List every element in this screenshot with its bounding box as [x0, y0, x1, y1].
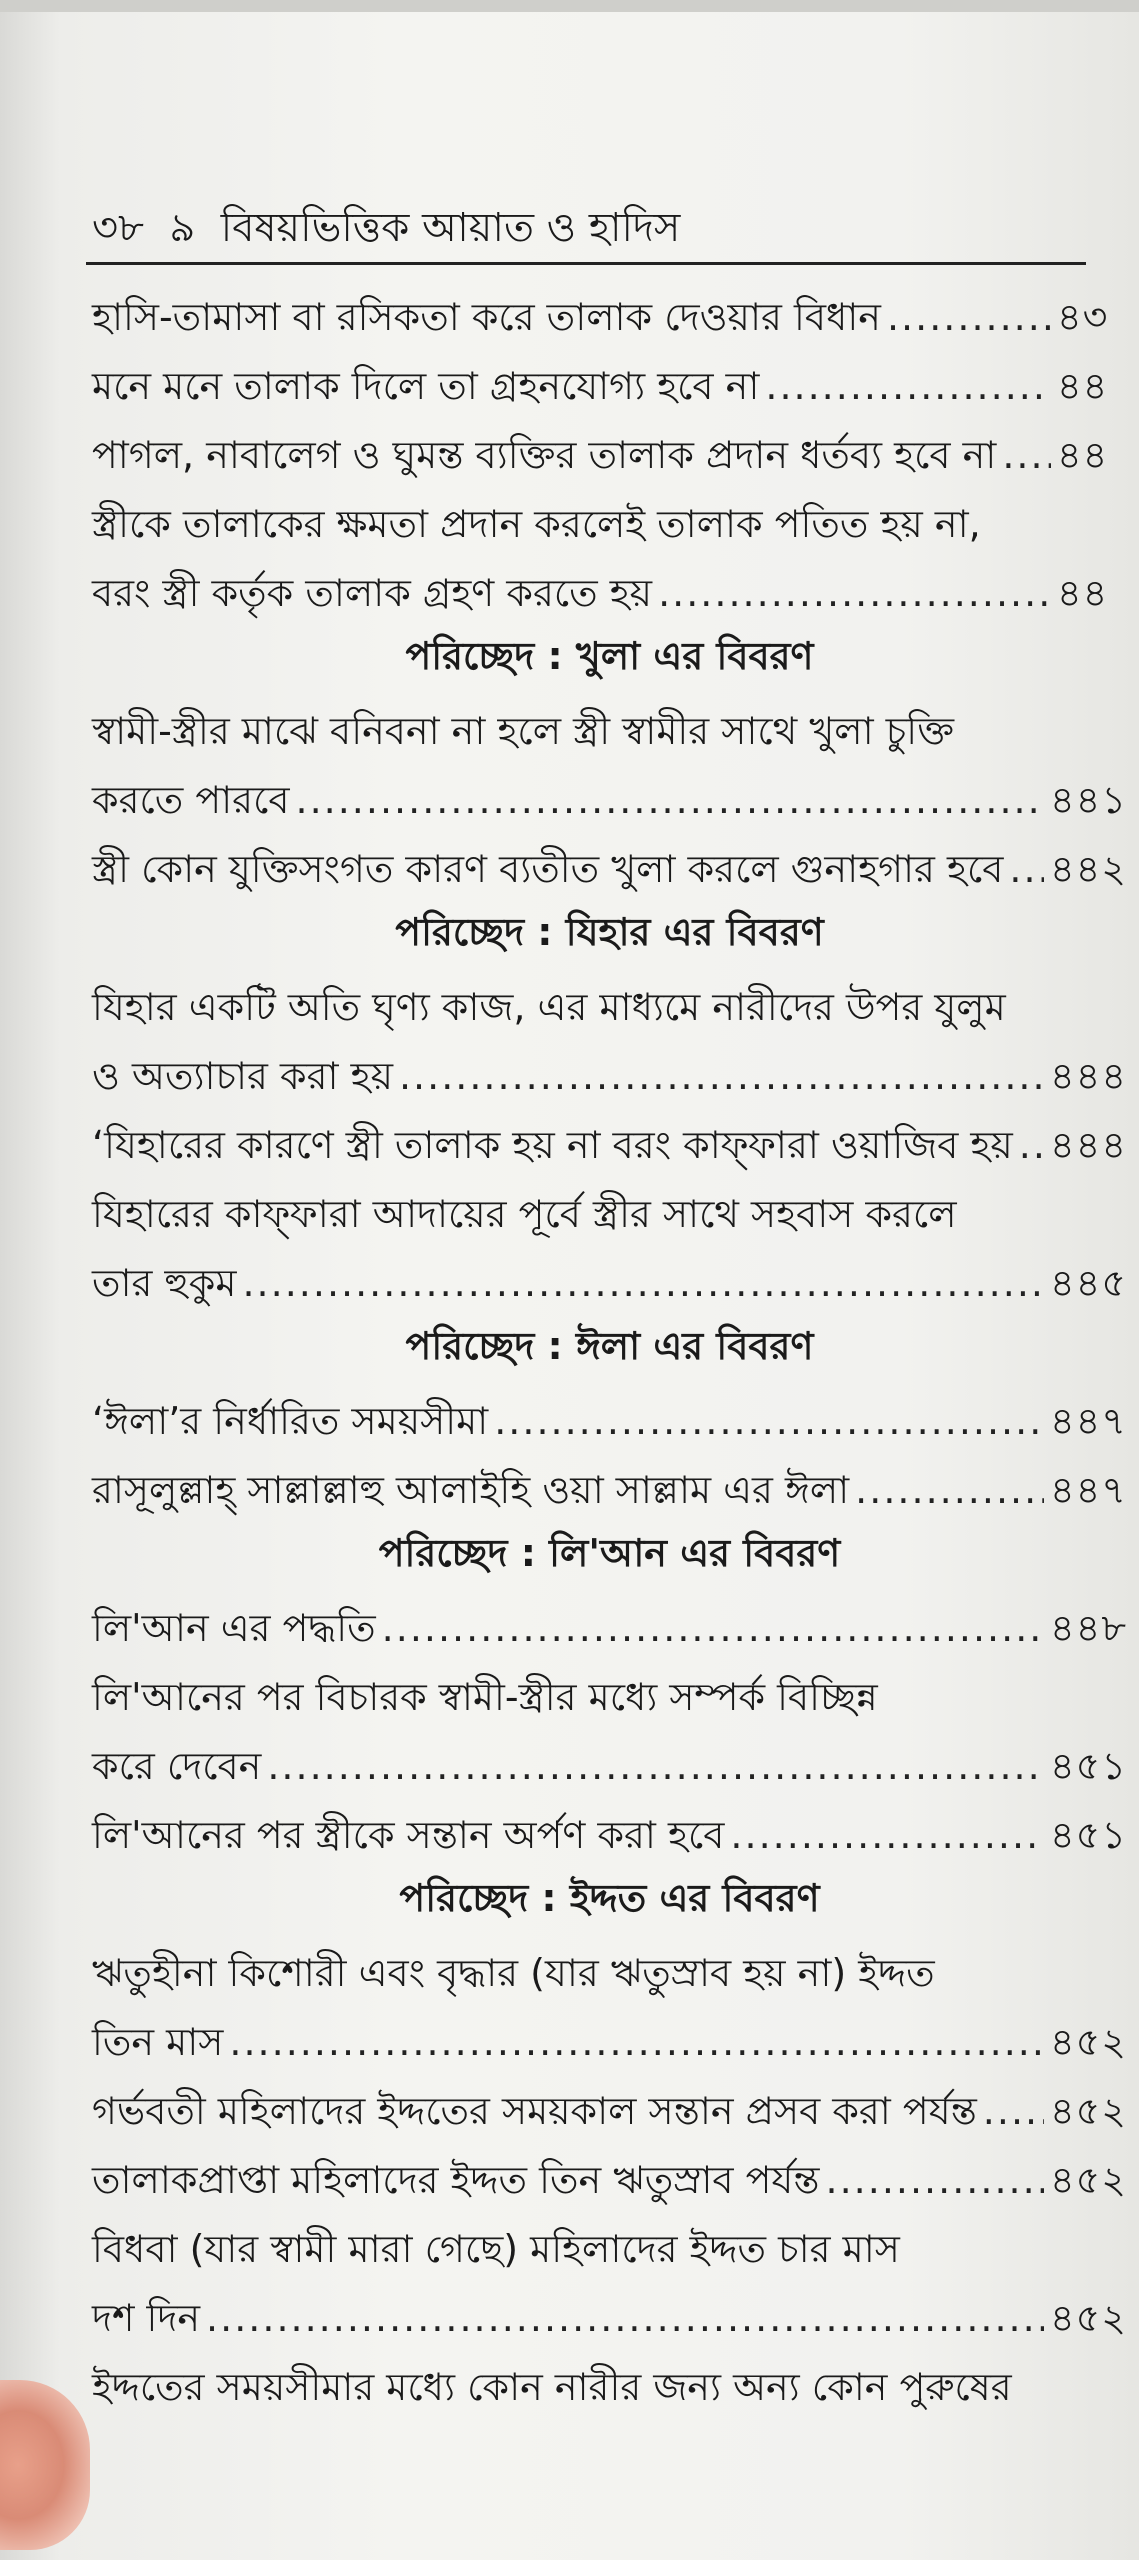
dot-leader	[855, 1460, 1044, 1520]
dot-leader	[765, 356, 1051, 416]
toc-entry	[92, 2210, 1127, 2279]
toc-entry-title: লি'আনের পর স্ত্রীকে সন্তান অর্পণ করা হবে	[92, 1813, 725, 1857]
dot-leader	[295, 770, 1044, 830]
toc-entry	[92, 761, 1127, 830]
toc-entry-page: ৪৪৭	[1049, 1468, 1127, 1512]
toc-entry-page: ৪৫১	[1050, 1813, 1127, 1857]
section-heading-lian: পরিচ্ছেদ : লি'আন এর বিবরণ	[378, 1531, 841, 1575]
toc-entry	[92, 2003, 1127, 2072]
toc-entry	[92, 1037, 1127, 1106]
toc-entry-title: করতে পারবে	[92, 778, 290, 822]
toc-entry-page: ৪৪১	[1050, 778, 1127, 822]
toc-entry-title: দশ দিন	[92, 2296, 201, 2340]
section-heading-zihar: পরিচ্ছেদ : যিহার এর বিবরণ	[395, 910, 824, 954]
toc-entry-page: ৪৫২	[1049, 2089, 1127, 2133]
toc-entry-title: যিহারের কাফ্‌ফারা আদায়ের পূর্বে স্ত্রীর সাথে সহবাস করলে	[92, 1192, 957, 1236]
header-rule	[86, 262, 1086, 265]
toc-entry	[92, 2072, 1127, 2141]
toc-entry	[92, 485, 1127, 554]
toc-entry	[92, 2348, 1127, 2417]
toc-entry	[92, 968, 1127, 1037]
dot-leader	[1009, 839, 1044, 899]
toc-entry-title: তালাকপ্রাপ্তা মহিলাদের ইদ্দত তিন ঋতুস্রাব পর্যন্ত	[92, 2158, 820, 2202]
toc-entry-page: ৪৪৮	[1050, 1606, 1127, 1650]
dot-leader	[399, 1046, 1044, 1106]
toc-entry	[92, 1451, 1127, 1520]
toc-entry	[92, 1727, 1127, 1796]
toc-entry-title: মনে মনে তালাক দিলে তা গ্রহনযোগ্য হবে না	[92, 364, 760, 408]
toc-entry-title: ‘ঈলা’র নির্ধারিত সময়সীমা	[92, 1399, 489, 1443]
toc-entry	[92, 1244, 1127, 1313]
toc-entry	[92, 1382, 1127, 1451]
toc-entry-title: ও অত্যাচার করা হয়	[92, 1054, 393, 1098]
toc-entry-page: ৪৩	[1057, 295, 1109, 339]
section-heading-iddat: পরিচ্ছেদ : ইদ্দত এর বিবরণ	[399, 1876, 820, 1920]
toc-entry	[92, 1106, 1127, 1175]
toc-entry-page: ৪৫২	[1049, 2296, 1127, 2340]
toc-entry	[92, 2141, 1127, 2210]
toc-entry-page: ৪৪	[1057, 364, 1109, 408]
toc-entry-page: ৪৫১	[1050, 1744, 1127, 1788]
dot-leader	[494, 1391, 1044, 1451]
toc-entry-title: স্ত্রীকে তালাকের ক্ষমতা প্রদান করলেই তালাক পতিত হয় না,	[92, 502, 981, 546]
toc-entry-title: লি'আন এর পদ্ধতি	[92, 1606, 376, 1650]
dot-leader	[826, 2150, 1044, 2210]
dot-leader	[206, 2288, 1044, 2348]
header-page-number: ৩৮	[92, 205, 144, 251]
section-heading-khula: পরিচ্ছেদ : খুলা এর বিবরণ	[405, 634, 814, 678]
toc-entry-title: হাসি-তামাসা বা রসিকতা করে তালাক দেওয়ার বিধান	[92, 295, 881, 339]
toc-entry	[92, 278, 1127, 347]
toc-entry-page: ৪৪	[1057, 433, 1109, 477]
dot-leader	[229, 2012, 1044, 2072]
toc-entry-title: পাগল, নাবালেগ ও ঘুমন্ত ব্যক্তির তালাক প্রদান ধর্তব্য হবে না	[92, 433, 997, 477]
dot-leader	[1002, 425, 1051, 485]
toc-entry-page: ৪৪৫	[1050, 1261, 1127, 1305]
section-heading-ila: পরিচ্ছেদ : ঈলা এর বিবরণ	[405, 1324, 814, 1368]
dot-leader	[730, 1805, 1044, 1865]
dot-leader	[658, 563, 1051, 623]
toc-entry-page: ৪৫২	[1049, 2020, 1127, 2064]
running-header	[92, 200, 681, 256]
toc-entry	[92, 1796, 1127, 1865]
toc-entry	[92, 2279, 1127, 2348]
toc-entry	[92, 554, 1127, 623]
toc-entry	[92, 692, 1127, 761]
toc-entry	[92, 347, 1127, 416]
toc-entry	[92, 1658, 1127, 1727]
toc-entry-title: গর্ভবতী মহিলাদের ইদ্দতের সময়কাল সন্তান প্রসব করা পর্যন্ত	[92, 2089, 977, 2133]
page-top-edge	[0, 0, 1139, 12]
toc-entry-title: বিধবা (যার স্বামী মারা গেছে) মহিলাদের ইদ্দত চার মাস	[92, 2227, 900, 2271]
header-ornament-icon: ৯	[156, 205, 209, 251]
dot-leader	[382, 1598, 1044, 1658]
dot-leader	[267, 1736, 1044, 1796]
dot-leader	[242, 1253, 1044, 1313]
toc-entry-title: করে দেবেন	[92, 1744, 262, 1788]
toc-entry-page: ৪৪৪	[1050, 1123, 1127, 1167]
toc-entry-title: স্বামী-স্ত্রীর মাঝে বনিবনা না হলে স্ত্রী স্বামীর সাথে খুলা চুক্তি	[92, 709, 955, 753]
toc-entry-title: তিন মাস	[92, 2020, 224, 2064]
header-book-title: বিষয়ভিত্তিক আয়াত ও হাদিস	[220, 205, 681, 251]
toc-entry-page: ৪৪৪	[1050, 1054, 1127, 1098]
toc-entry-title: ঋতুহীনা কিশোরী এবং বৃদ্ধার (যার ঋতুস্রাব হয় না) ইদ্দত	[92, 1951, 935, 1995]
toc-entry-title: রাসূলুল্লাহ্‌ সাল্লাল্লাহু আলাইহি ওয়া সাল্লাম এর ঈলা	[92, 1468, 850, 1512]
toc-entry-page: ৪৫২	[1049, 2158, 1127, 2202]
dot-leader	[887, 287, 1051, 347]
toc-entry	[92, 1175, 1127, 1244]
toc-entry-page: ৪৪৭	[1049, 1399, 1127, 1443]
toc-entry-page: ৪৪২	[1049, 847, 1127, 891]
toc-entry-page: ৪৪	[1057, 571, 1109, 615]
toc-entry-title: বরং স্ত্রী কর্তৃক তালাক গ্রহণ করতে হয়	[92, 571, 653, 615]
dot-leader	[1019, 1115, 1044, 1175]
toc-entry-title: ইদ্দতের সময়সীমার মধ্যে কোন নারীর জন্য অন্য কোন পুরুষের	[92, 2365, 1012, 2409]
toc-entry-title: যিহার একটি অতি ঘৃণ্য কাজ, এর মাধ্যমে নারীদের উপর যুলুম	[92, 985, 1006, 1029]
toc-entry-title: লি'আনের পর বিচারক স্বামী-স্ত্রীর মধ্যে সম্পর্ক বিচ্ছিন্ন	[92, 1675, 878, 1719]
toc-entry	[92, 1934, 1127, 2003]
toc-entry-title: স্ত্রী কোন যুক্তিসংগত কারণ ব্যতীত খুলা করলে গুনাহগার হবে	[92, 847, 1004, 891]
dot-leader	[983, 2081, 1044, 2141]
toc-entry-title: তার হুকুম	[92, 1261, 237, 1305]
toc-entry	[92, 416, 1127, 485]
thumb-in-photo	[0, 2380, 90, 2550]
toc-entry	[92, 1589, 1127, 1658]
toc-entry	[92, 830, 1127, 899]
table-of-contents	[92, 278, 1127, 2417]
toc-entry-title: ‘যিহারের কারণে স্ত্রী তালাক হয় না বরং কাফ্‌ফারা ওয়াজিব হয়	[92, 1123, 1013, 1167]
